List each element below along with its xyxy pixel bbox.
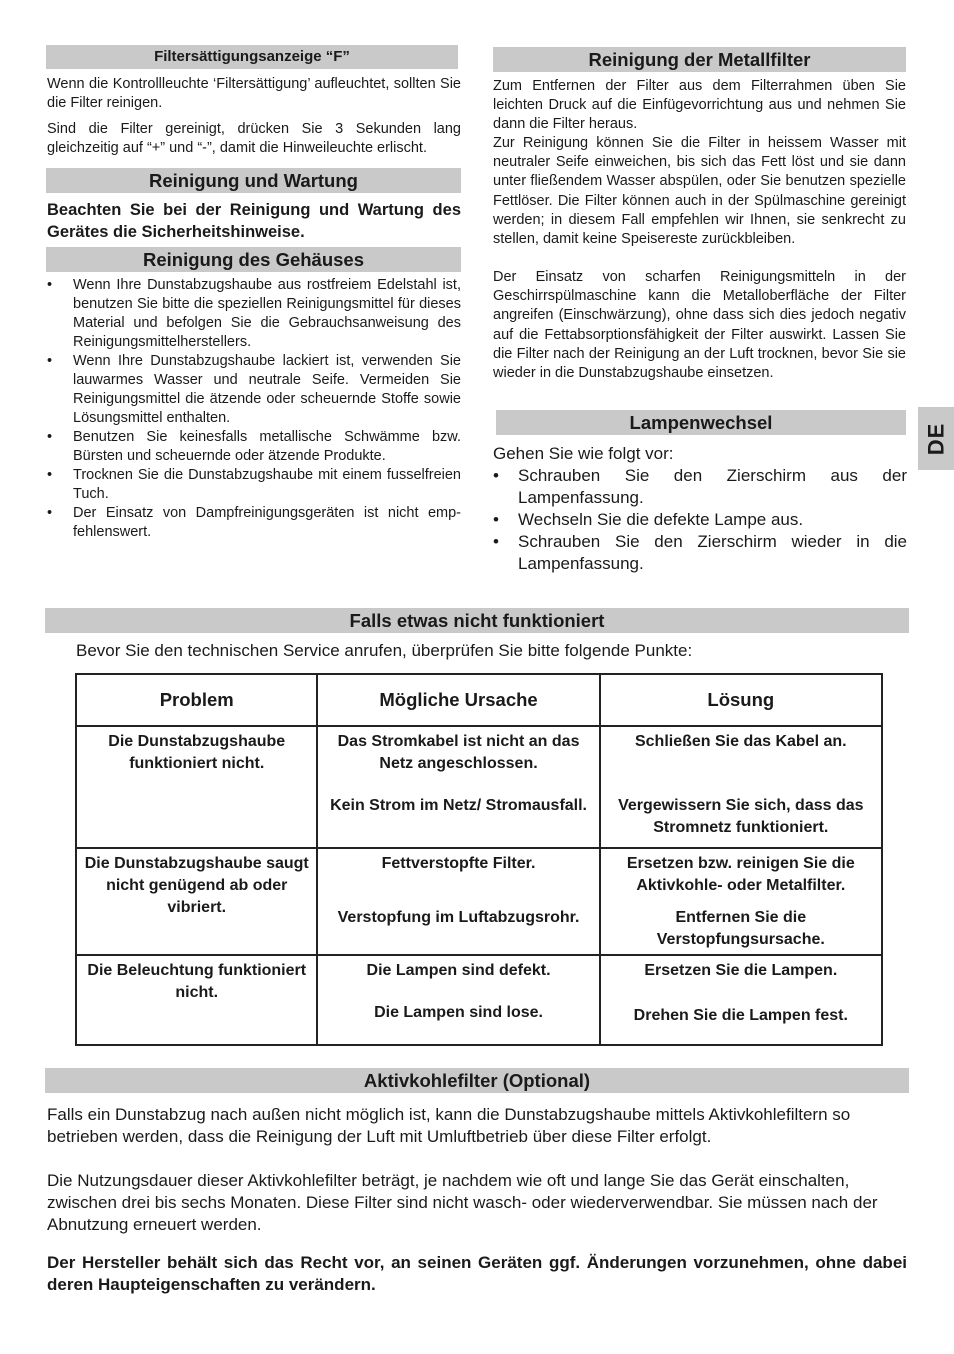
solution-text: Ersetzen bzw. reinigen Sie die Aktivkohle- oder Metalfilter. [626,855,855,894]
solution-text: Schließen Sie das Kabel an. [634,733,847,750]
cause-cell [317,955,599,1045]
problem-text: Die Dunstabzugshaube saugt nicht genügend ab oder vibriert. [84,855,309,916]
language-tab [918,407,954,470]
list-item [47,504,461,542]
lamp-intro: Gehen Sie wie folgt vor: [493,444,674,463]
filter-indicator-text-1: Wenn die Kontrollleuchte ‘Filtersättigung’ aufleuchtet, sollten Sie die Filter reinigen. [47,76,461,111]
cause-text: Die Lampen sind defekt. [366,962,551,979]
carbon-filter-text-2: Die Nutzungsdauer dieser Aktivkohlefilter beträgt, je nachdem wie oft und lange Sie das Gerät einschalten, zwischen drei bis sechs Monaten. Diese Filter sind nicht wasch- oder wiederverwendbar. Sie müssen nach der Abnutzung erneuert werden. [47,1171,878,1234]
list-item [493,465,907,509]
problem-cell [76,848,317,955]
problem-cell [76,955,317,1045]
list-item [493,509,907,531]
metal-filter-heading: Reinigung der Metallfilter [493,47,906,72]
list-item [47,276,461,352]
metal-filter-text-1: Zum Entfernen der Filter aus dem Filterrahmen üben Sie leichten Druck auf die Einfügevorrichtung aus und nehmen Sie dann die Filter heraus. [493,78,906,133]
cause-text: Das Stromkabel ist nicht an das Netz angeschlossen. [337,733,580,772]
list-item [47,466,461,504]
solution-cell [600,726,882,848]
table-row [76,726,882,848]
troubleshoot-heading: Falls etwas nicht funktioniert [45,608,909,633]
carbon-filter-heading: Aktivkohlefilter (Optional) [45,1068,909,1093]
housing-cleaning-list [47,276,461,542]
language-tab-label: DE [923,422,948,455]
cause-text: Verstopfung im Luftabzugsrohr. [337,909,580,926]
table-row [76,848,882,955]
lamp-heading: Lampenwechsel [496,410,906,435]
problem-cell [76,726,317,848]
troubleshoot-intro: Bevor Sie den technischen Service anrufen, überprüfen Sie bitte folgende Punkte: [76,641,693,660]
list-item-text: Wenn Ihre Dunstabzugshaube lackiert ist, verwenden Sie lauwarmes Wasser und neutrale Seife. Vermeiden Sie Reinigungsmittel die ätzende oder scheuernde Stoffe sowie Lösungsmittel enthalten. [73,353,461,426]
cause-text: Fettverstopfte Filter. [381,855,536,872]
cause-cell [317,848,599,955]
cause-cell [317,726,599,848]
manufacturer-disclaimer: Der Hersteller behält sich das Recht vor, an seinen Geräten ggf. Änderungen vorzunehmen, ohne dabei deren Haupteigenschaften zu verändern. [47,1253,907,1294]
list-item-text: Der Einsatz von Dampfreinigungsgeräten ist nicht emp-fehlenswert. [73,505,461,540]
list-item-text: Schrauben Sie den Zierschirm aus der Lampenfassung. [518,466,907,507]
column-header-problem: Problem [76,674,317,726]
solution-text: Drehen Sie die Lampen fest. [633,1007,848,1024]
list-item [47,352,461,428]
carbon-filter-text-1: Falls ein Dunstabzug nach außen nicht möglich ist, kann die Dunstabzugshaube mittels Aktivkohlefiltern so betrieben werden, dass die Reinigung der Luft mit Umluftbetrieb über diese Filter erfolgt. [47,1105,851,1146]
filter-indicator-text-2: Sind die Filter gereinigt, drücken Sie 3 Sekunden lang gleichzeitig auf “+” und “-”, damit die Hinweileuchte erlischt. [47,121,461,156]
list-item-text: Wenn Ihre Dunstabzugshaube aus rostfreiem Edelstahl ist, benutzen Sie bitte die speziellen Reinigungsmittel für dieses Material und befolgen Sie die Gebrauchsanweisung des Reinigungsmittelherstellers. [73,277,461,350]
housing-heading: Reinigung des Gehäuses [46,247,461,272]
cleaning-heading: Reinigung und Wartung [46,168,461,193]
solution-cell [600,955,882,1045]
column-header-solution: Lösung [600,674,882,726]
solution-text: Ersetzen Sie die Lampen. [644,962,838,979]
column-header-cause: Mögliche Ursache [317,674,599,726]
metal-filter-text-3: Der Einsatz von scharfen Reinigungsmitteln in der Geschirrspülmaschine kann die Metalloberfläche der Filter angreifen (Einschwärzung), ohne dass sich dies jedoch negativ auf die Fettabsorptionsfähigkeit der Filter auswirkt. Lassen Sie die Filter nach der Reinigung an der Luft trocknen, bevor Sie sie wieder in die Dunstabzugshaube einsetzen. [493,269,906,382]
list-item-text: Trocknen Sie die Dunstabzugshaube mit einem fusselfreien Tuch. [73,467,461,502]
list-item [47,428,461,466]
table-row [76,955,882,1045]
troubleshoot-table [75,673,883,1046]
metal-filter-text-2: Zur Reinigung können Sie die Filter in heissem Wasser mit neutraler Seife einweichen, bis sich das Fett löst und sie dann unter fließendem Wasser abspülen, oder Sie benutzen spezielle Fettlöser. Die Filter können auch in der Spülmaschine gereinigt werden; in diesem Fall empfehlen wir Ihnen, sie senkrecht zu stellen, damit keine Speisereste zurückbleiben. [493,135,906,248]
table-header-row [76,674,882,726]
list-item-text: Wechseln Sie die defekte Lampe aus. [518,510,804,529]
solution-text: Entfernen Sie die Verstopfungsursache. [656,909,825,948]
filter-indicator-heading: Filtersättigungsanzeige “F” [46,45,458,69]
cleaning-safety-note: Beachten Sie bei der Reinigung und Wartung des Gerätes die Sicherheitshinweise. [47,201,461,241]
solution-cell [600,848,882,955]
problem-text: Die Dunstabzugshaube funktioniert nicht. [108,733,286,772]
cause-text: Kein Strom im Netz/ Stromausfall. [330,797,587,814]
lamp-steps-list [493,465,907,575]
problem-text: Die Beleuchtung funktioniert nicht. [87,962,307,1001]
list-item-text: Benutzen Sie keinesfalls metallische Schwämme bzw. Bürsten und scheuernde oder ätzende Produkte. [73,429,461,464]
list-item-text: Schrauben Sie den Zierschirm wieder in die Lampenfassung. [518,532,907,573]
cause-text: Die Lampen sind lose. [374,1004,543,1021]
list-item [493,531,907,575]
solution-text: Vergewissern Sie sich, dass das Stromnetz funktioniert. [618,797,864,836]
